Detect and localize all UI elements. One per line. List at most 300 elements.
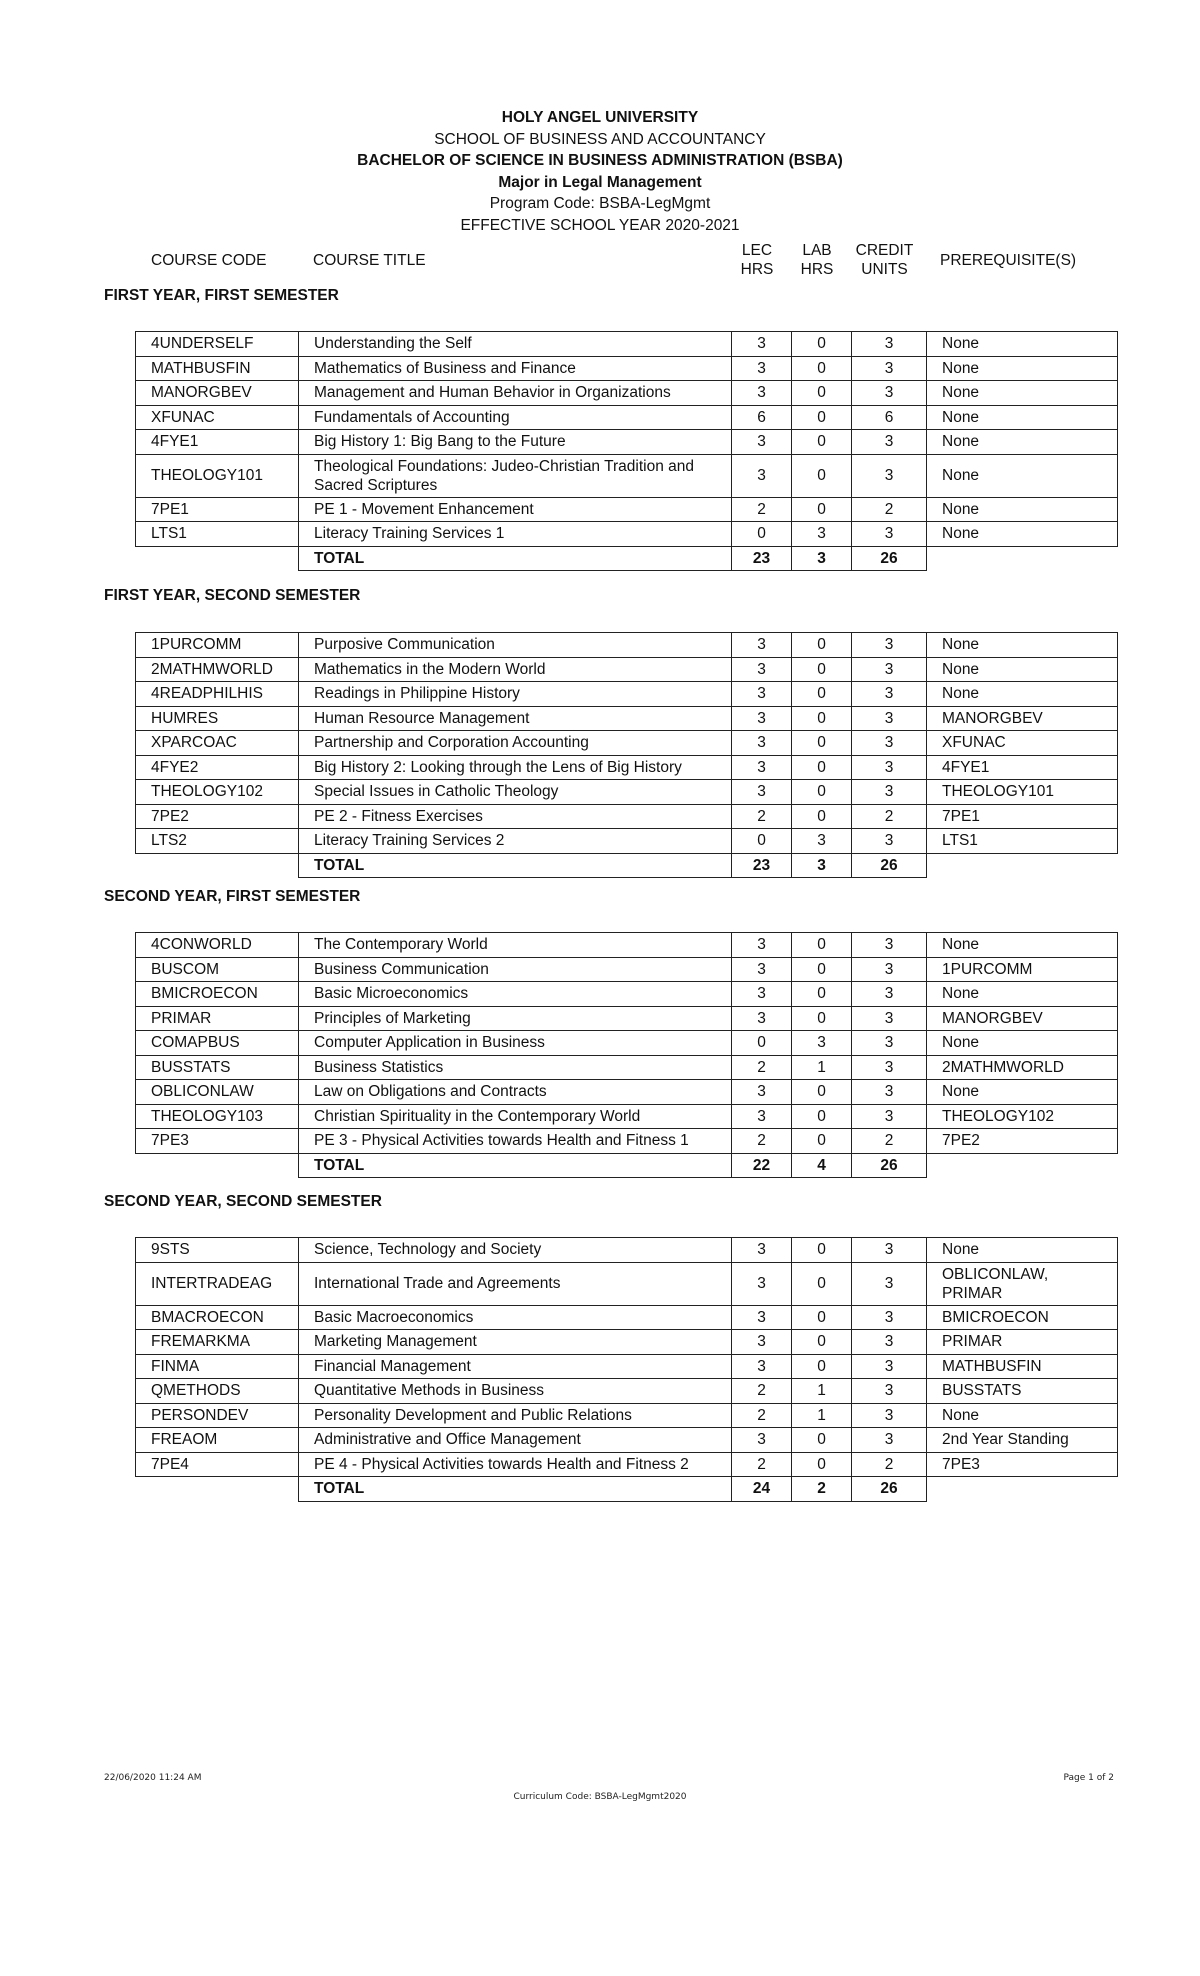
lec-hours: 3 bbox=[732, 454, 792, 497]
course-row bbox=[136, 657, 1118, 682]
prerequisite: MANORGBEV bbox=[927, 706, 1118, 731]
total-spacer bbox=[927, 546, 1118, 571]
credit-units: 3 bbox=[852, 1104, 927, 1129]
col-lec-line1: LEC bbox=[741, 242, 773, 259]
course-code: BUSSTATS bbox=[136, 1055, 299, 1080]
course-title: Personality Development and Public Relations bbox=[299, 1403, 732, 1428]
course-title: Mathematics of Business and Finance bbox=[299, 356, 732, 381]
col-course-code: COURSE CODE bbox=[151, 252, 267, 269]
prerequisite: None bbox=[927, 497, 1118, 522]
course-title: Partnership and Corporation Accounting bbox=[299, 731, 732, 756]
prerequisite: BUSSTATS bbox=[927, 1379, 1118, 1404]
credit-units: 3 bbox=[852, 933, 927, 958]
lec-hours: 3 bbox=[732, 1104, 792, 1129]
course-code: THEOLOGY103 bbox=[136, 1104, 299, 1129]
course-code: LTS1 bbox=[136, 522, 299, 547]
course-title: PE 1 - Movement Enhancement bbox=[299, 497, 732, 522]
prerequisite: BMICROECON bbox=[927, 1305, 1118, 1330]
course-row bbox=[136, 1379, 1118, 1404]
lab-hours: 0 bbox=[792, 454, 852, 497]
credit-units: 3 bbox=[852, 633, 927, 658]
course-title: Human Resource Management bbox=[299, 706, 732, 731]
col-lab-line1: LAB bbox=[802, 242, 832, 259]
lab-hours: 0 bbox=[792, 1305, 852, 1330]
course-title: Principles of Marketing bbox=[299, 1006, 732, 1031]
course-row bbox=[136, 497, 1118, 522]
course-code: HUMRES bbox=[136, 706, 299, 731]
total-row bbox=[136, 1153, 1118, 1178]
semester-title: FIRST YEAR, FIRST SEMESTER bbox=[104, 287, 339, 304]
course-code: 7PE3 bbox=[136, 1129, 299, 1154]
lab-hours: 0 bbox=[792, 780, 852, 805]
credit-units: 3 bbox=[852, 657, 927, 682]
course-title: Basic Microeconomics bbox=[299, 982, 732, 1007]
prerequisite: 7PE3 bbox=[927, 1452, 1118, 1477]
course-title: Literacy Training Services 1 bbox=[299, 522, 732, 547]
course-code: BMICROECON bbox=[136, 982, 299, 1007]
lec-hours: 3 bbox=[732, 780, 792, 805]
course-code: LTS2 bbox=[136, 829, 299, 854]
lec-hours: 3 bbox=[732, 1006, 792, 1031]
course-row bbox=[136, 755, 1118, 780]
lec-hours: 2 bbox=[732, 1452, 792, 1477]
lab-hours: 3 bbox=[792, 829, 852, 854]
prerequisite: None bbox=[927, 657, 1118, 682]
lec-hours: 3 bbox=[732, 933, 792, 958]
course-title: Business Statistics bbox=[299, 1055, 732, 1080]
course-row bbox=[136, 957, 1118, 982]
lec-hours: 3 bbox=[732, 957, 792, 982]
credit-units: 2 bbox=[852, 1129, 927, 1154]
course-row bbox=[136, 1330, 1118, 1355]
course-title: Financial Management bbox=[299, 1354, 732, 1379]
course-code: OBLICONLAW bbox=[136, 1080, 299, 1105]
course-code: COMAPBUS bbox=[136, 1031, 299, 1056]
credit-units: 3 bbox=[852, 1238, 927, 1263]
document-header bbox=[0, 107, 1200, 236]
lab-hours: 0 bbox=[792, 1452, 852, 1477]
lab-hours: 0 bbox=[792, 1129, 852, 1154]
course-title: Mathematics in the Modern World bbox=[299, 657, 732, 682]
course-code: 7PE2 bbox=[136, 804, 299, 829]
lec-hours: 0 bbox=[732, 522, 792, 547]
prerequisite: None bbox=[927, 933, 1118, 958]
total-lab-hours: 2 bbox=[792, 1477, 852, 1502]
prerequisite: 2nd Year Standing bbox=[927, 1428, 1118, 1453]
course-title: Purposive Communication bbox=[299, 633, 732, 658]
footer-timestamp: 22/06/2020 11:24 AM bbox=[104, 1773, 202, 1783]
col-prerequisites: PREREQUISITE(S) bbox=[940, 252, 1077, 269]
total-lab-hours: 3 bbox=[792, 546, 852, 571]
prerequisite: THEOLOGY101 bbox=[927, 780, 1118, 805]
prerequisite: 7PE1 bbox=[927, 804, 1118, 829]
course-row bbox=[136, 682, 1118, 707]
prerequisite: XFUNAC bbox=[927, 731, 1118, 756]
prerequisite: None bbox=[927, 381, 1118, 406]
lec-hours: 2 bbox=[732, 804, 792, 829]
course-row bbox=[136, 356, 1118, 381]
lab-hours: 0 bbox=[792, 356, 852, 381]
prerequisite: None bbox=[927, 982, 1118, 1007]
prerequisite: None bbox=[927, 1080, 1118, 1105]
major-name: Major in Legal Management bbox=[498, 173, 702, 191]
effective-year: EFFECTIVE SCHOOL YEAR 2020-2021 bbox=[460, 216, 740, 234]
credit-units: 3 bbox=[852, 1354, 927, 1379]
course-title: Business Communication bbox=[299, 957, 732, 982]
lab-hours: 0 bbox=[792, 430, 852, 455]
lec-hours: 0 bbox=[732, 1031, 792, 1056]
lec-hours: 2 bbox=[732, 1055, 792, 1080]
semester-course-table bbox=[135, 331, 1118, 571]
col-credit-line2: UNITS bbox=[861, 261, 908, 278]
credit-units: 2 bbox=[852, 1452, 927, 1477]
col-credit-units bbox=[847, 241, 922, 279]
col-course-title: COURSE TITLE bbox=[313, 252, 426, 269]
credit-units: 3 bbox=[852, 1262, 927, 1305]
course-code: 4CONWORLD bbox=[136, 933, 299, 958]
credit-units: 2 bbox=[852, 497, 927, 522]
total-spacer bbox=[927, 853, 1118, 878]
course-row bbox=[136, 1031, 1118, 1056]
course-row bbox=[136, 522, 1118, 547]
course-row bbox=[136, 454, 1118, 497]
credit-units: 3 bbox=[852, 1428, 927, 1453]
footer-page-number: Page 1 of 2 bbox=[1063, 1773, 1114, 1783]
total-row bbox=[136, 853, 1118, 878]
course-row bbox=[136, 933, 1118, 958]
school-name: SCHOOL OF BUSINESS AND ACCOUNTANCY bbox=[434, 130, 766, 148]
credit-units: 3 bbox=[852, 1330, 927, 1355]
prerequisite: None bbox=[927, 1403, 1118, 1428]
prerequisite: None bbox=[927, 405, 1118, 430]
course-code: BUSCOM bbox=[136, 957, 299, 982]
course-title: Administrative and Office Management bbox=[299, 1428, 732, 1453]
course-row bbox=[136, 780, 1118, 805]
course-title: Christian Spirituality in the Contemporary World bbox=[299, 1104, 732, 1129]
lec-hours: 3 bbox=[732, 1354, 792, 1379]
semester-title: SECOND YEAR, SECOND SEMESTER bbox=[104, 1193, 382, 1210]
course-code: MANORGBEV bbox=[136, 381, 299, 406]
lab-hours: 0 bbox=[792, 1104, 852, 1129]
credit-units: 3 bbox=[852, 957, 927, 982]
prerequisite: None bbox=[927, 332, 1118, 357]
lab-hours: 0 bbox=[792, 1238, 852, 1263]
course-code: 4FYE2 bbox=[136, 755, 299, 780]
lec-hours: 0 bbox=[732, 829, 792, 854]
credit-units: 3 bbox=[852, 430, 927, 455]
total-credit-units: 26 bbox=[852, 1477, 927, 1502]
credit-units: 3 bbox=[852, 1055, 927, 1080]
total-spacer bbox=[927, 1153, 1118, 1178]
total-row bbox=[136, 1477, 1118, 1502]
prerequisite: PRIMAR bbox=[927, 1330, 1118, 1355]
prerequisite: 4FYE1 bbox=[927, 755, 1118, 780]
credit-units: 3 bbox=[852, 829, 927, 854]
lab-hours: 0 bbox=[792, 633, 852, 658]
course-row bbox=[136, 982, 1118, 1007]
lec-hours: 3 bbox=[732, 755, 792, 780]
prerequisite: MATHBUSFIN bbox=[927, 1354, 1118, 1379]
course-row bbox=[136, 633, 1118, 658]
semester-course-table bbox=[135, 1237, 1118, 1502]
course-code: FREMARKMA bbox=[136, 1330, 299, 1355]
credit-units: 3 bbox=[852, 356, 927, 381]
credit-units: 6 bbox=[852, 405, 927, 430]
prerequisite: None bbox=[927, 522, 1118, 547]
course-code: PRIMAR bbox=[136, 1006, 299, 1031]
credit-units: 3 bbox=[852, 381, 927, 406]
semester-title: FIRST YEAR, SECOND SEMESTER bbox=[104, 587, 361, 604]
total-lec-hours: 23 bbox=[732, 546, 792, 571]
total-label: TOTAL bbox=[299, 1153, 732, 1178]
course-title: Big History 2: Looking through the Lens of Big History bbox=[299, 755, 732, 780]
prerequisite: OBLICONLAW, PRIMAR bbox=[927, 1262, 1118, 1305]
course-row bbox=[136, 1006, 1118, 1031]
total-row bbox=[136, 546, 1118, 571]
course-row bbox=[136, 1104, 1118, 1129]
lec-hours: 2 bbox=[732, 1129, 792, 1154]
course-code: 7PE4 bbox=[136, 1452, 299, 1477]
lab-hours: 0 bbox=[792, 1080, 852, 1105]
lab-hours: 0 bbox=[792, 982, 852, 1007]
col-lab-line2: HRS bbox=[800, 261, 834, 278]
course-title: Marketing Management bbox=[299, 1330, 732, 1355]
total-label: TOTAL bbox=[299, 853, 732, 878]
course-title: Theological Foundations: Judeo-Christian Tradition and Sacred Scriptures bbox=[299, 454, 732, 497]
course-title: Literacy Training Services 2 bbox=[299, 829, 732, 854]
lab-hours: 0 bbox=[792, 497, 852, 522]
prerequisite: None bbox=[927, 356, 1118, 381]
course-title: Computer Application in Business bbox=[299, 1031, 732, 1056]
course-title: Management and Human Behavior in Organizations bbox=[299, 381, 732, 406]
lec-hours: 3 bbox=[732, 430, 792, 455]
lab-hours: 1 bbox=[792, 1379, 852, 1404]
course-title: Understanding the Self bbox=[299, 332, 732, 357]
lab-hours: 0 bbox=[792, 957, 852, 982]
total-spacer bbox=[136, 1477, 299, 1502]
prerequisite: MANORGBEV bbox=[927, 1006, 1118, 1031]
total-spacer bbox=[927, 1477, 1118, 1502]
lab-hours: 0 bbox=[792, 933, 852, 958]
course-title: Big History 1: Big Bang to the Future bbox=[299, 430, 732, 455]
lec-hours: 2 bbox=[732, 497, 792, 522]
total-spacer bbox=[136, 853, 299, 878]
lab-hours: 3 bbox=[792, 1031, 852, 1056]
col-lec-hrs bbox=[727, 241, 787, 279]
course-code: 1PURCOMM bbox=[136, 633, 299, 658]
lab-hours: 1 bbox=[792, 1403, 852, 1428]
course-row bbox=[136, 1238, 1118, 1263]
course-row bbox=[136, 1354, 1118, 1379]
credit-units: 3 bbox=[852, 1006, 927, 1031]
course-title: PE 3 - Physical Activities towards Health and Fitness 1 bbox=[299, 1129, 732, 1154]
course-row bbox=[136, 706, 1118, 731]
credit-units: 3 bbox=[852, 1379, 927, 1404]
prerequisite: THEOLOGY102 bbox=[927, 1104, 1118, 1129]
course-row bbox=[136, 332, 1118, 357]
credit-units: 3 bbox=[852, 454, 927, 497]
prerequisite: None bbox=[927, 430, 1118, 455]
course-code: BMACROECON bbox=[136, 1305, 299, 1330]
lec-hours: 2 bbox=[732, 1379, 792, 1404]
credit-units: 3 bbox=[852, 1031, 927, 1056]
credit-units: 3 bbox=[852, 780, 927, 805]
course-code: FINMA bbox=[136, 1354, 299, 1379]
lab-hours: 0 bbox=[792, 682, 852, 707]
course-row bbox=[136, 1080, 1118, 1105]
course-title: Science, Technology and Society bbox=[299, 1238, 732, 1263]
lab-hours: 0 bbox=[792, 657, 852, 682]
lab-hours: 0 bbox=[792, 1006, 852, 1031]
total-lab-hours: 3 bbox=[792, 853, 852, 878]
course-code: QMETHODS bbox=[136, 1379, 299, 1404]
program-code: Program Code: BSBA-LegMgmt bbox=[489, 195, 711, 212]
total-credit-units: 26 bbox=[852, 1153, 927, 1178]
course-row bbox=[136, 1055, 1118, 1080]
lab-hours: 0 bbox=[792, 731, 852, 756]
course-code: 2MATHMWORLD bbox=[136, 657, 299, 682]
course-row bbox=[136, 1452, 1118, 1477]
credit-units: 3 bbox=[852, 731, 927, 756]
credit-units: 2 bbox=[852, 804, 927, 829]
prerequisite: LTS1 bbox=[927, 829, 1118, 854]
program-name: BACHELOR OF SCIENCE IN BUSINESS ADMINISTRATION (BSBA) bbox=[357, 152, 843, 169]
credit-units: 3 bbox=[852, 1403, 927, 1428]
credit-units: 3 bbox=[852, 332, 927, 357]
course-row bbox=[136, 731, 1118, 756]
lab-hours: 0 bbox=[792, 706, 852, 731]
column-headers bbox=[0, 241, 1200, 281]
course-code: THEOLOGY101 bbox=[136, 454, 299, 497]
semester-title: SECOND YEAR, FIRST SEMESTER bbox=[104, 888, 361, 905]
course-code: PERSONDEV bbox=[136, 1403, 299, 1428]
course-code: 4FYE1 bbox=[136, 430, 299, 455]
course-row bbox=[136, 405, 1118, 430]
credit-units: 3 bbox=[852, 682, 927, 707]
lec-hours: 3 bbox=[732, 682, 792, 707]
lab-hours: 0 bbox=[792, 755, 852, 780]
lab-hours: 0 bbox=[792, 1262, 852, 1305]
lab-hours: 0 bbox=[792, 1428, 852, 1453]
lab-hours: 0 bbox=[792, 332, 852, 357]
lec-hours: 3 bbox=[732, 657, 792, 682]
course-code: MATHBUSFIN bbox=[136, 356, 299, 381]
lab-hours: 0 bbox=[792, 381, 852, 406]
total-lec-hours: 22 bbox=[732, 1153, 792, 1178]
col-lec-line2: HRS bbox=[740, 261, 774, 278]
course-code: 9STS bbox=[136, 1238, 299, 1263]
prerequisite: 1PURCOMM bbox=[927, 957, 1118, 982]
lec-hours: 6 bbox=[732, 405, 792, 430]
lab-hours: 1 bbox=[792, 1055, 852, 1080]
prerequisite: None bbox=[927, 1031, 1118, 1056]
course-title: Law on Obligations and Contracts bbox=[299, 1080, 732, 1105]
credit-units: 3 bbox=[852, 706, 927, 731]
total-label: TOTAL bbox=[299, 546, 732, 571]
course-title: Readings in Philippine History bbox=[299, 682, 732, 707]
lec-hours: 3 bbox=[732, 1305, 792, 1330]
credit-units: 3 bbox=[852, 755, 927, 780]
total-lec-hours: 24 bbox=[732, 1477, 792, 1502]
course-title: Quantitative Methods in Business bbox=[299, 1379, 732, 1404]
course-code: 4READPHILHIS bbox=[136, 682, 299, 707]
lab-hours: 0 bbox=[792, 405, 852, 430]
course-title: The Contemporary World bbox=[299, 933, 732, 958]
lec-hours: 3 bbox=[732, 1428, 792, 1453]
course-row bbox=[136, 1129, 1118, 1154]
course-row bbox=[136, 1305, 1118, 1330]
col-lab-hrs bbox=[787, 241, 847, 279]
lec-hours: 3 bbox=[732, 731, 792, 756]
course-title: Special Issues in Catholic Theology bbox=[299, 780, 732, 805]
course-title: Basic Macroeconomics bbox=[299, 1305, 732, 1330]
course-code: 4UNDERSELF bbox=[136, 332, 299, 357]
lec-hours: 3 bbox=[732, 1080, 792, 1105]
course-row bbox=[136, 1403, 1118, 1428]
credit-units: 3 bbox=[852, 1305, 927, 1330]
total-credit-units: 26 bbox=[852, 546, 927, 571]
lec-hours: 3 bbox=[732, 1330, 792, 1355]
course-row bbox=[136, 381, 1118, 406]
course-row bbox=[136, 829, 1118, 854]
course-code: INTERTRADEAG bbox=[136, 1262, 299, 1305]
course-row bbox=[136, 1428, 1118, 1453]
total-credit-units: 26 bbox=[852, 853, 927, 878]
course-row bbox=[136, 804, 1118, 829]
course-title: PE 2 - Fitness Exercises bbox=[299, 804, 732, 829]
lec-hours: 3 bbox=[732, 332, 792, 357]
prerequisite: None bbox=[927, 1238, 1118, 1263]
lec-hours: 3 bbox=[732, 381, 792, 406]
lec-hours: 3 bbox=[732, 1262, 792, 1305]
prerequisite: None bbox=[927, 682, 1118, 707]
lec-hours: 3 bbox=[732, 356, 792, 381]
lec-hours: 3 bbox=[732, 706, 792, 731]
lab-hours: 0 bbox=[792, 804, 852, 829]
lec-hours: 3 bbox=[732, 633, 792, 658]
lec-hours: 2 bbox=[732, 1403, 792, 1428]
course-code: THEOLOGY102 bbox=[136, 780, 299, 805]
course-code: XPARCOAC bbox=[136, 731, 299, 756]
col-credit-line1: CREDIT bbox=[855, 242, 914, 259]
semester-course-table bbox=[135, 632, 1118, 878]
course-title: International Trade and Agreements bbox=[299, 1262, 732, 1305]
total-spacer bbox=[136, 1153, 299, 1178]
total-lec-hours: 23 bbox=[732, 853, 792, 878]
semester-course-table bbox=[135, 932, 1118, 1178]
lab-hours: 0 bbox=[792, 1330, 852, 1355]
course-row bbox=[136, 1262, 1118, 1305]
prerequisite: None bbox=[927, 454, 1118, 497]
credit-units: 3 bbox=[852, 1080, 927, 1105]
course-code: XFUNAC bbox=[136, 405, 299, 430]
prerequisite: 2MATHMWORLD bbox=[927, 1055, 1118, 1080]
lec-hours: 3 bbox=[732, 982, 792, 1007]
lab-hours: 0 bbox=[792, 1354, 852, 1379]
prerequisite: 7PE2 bbox=[927, 1129, 1118, 1154]
course-code: FREAOM bbox=[136, 1428, 299, 1453]
total-lab-hours: 4 bbox=[792, 1153, 852, 1178]
footer-curriculum-code: Curriculum Code: BSBA-LegMgmt2020 bbox=[513, 1792, 687, 1802]
lec-hours: 3 bbox=[732, 1238, 792, 1263]
university-name: HOLY ANGEL UNIVERSITY bbox=[501, 109, 699, 126]
course-row bbox=[136, 430, 1118, 455]
prerequisite: None bbox=[927, 633, 1118, 658]
course-title: Fundamentals of Accounting bbox=[299, 405, 732, 430]
course-title: PE 4 - Physical Activities towards Health and Fitness 2 bbox=[299, 1452, 732, 1477]
lab-hours: 3 bbox=[792, 522, 852, 547]
total-label: TOTAL bbox=[299, 1477, 732, 1502]
